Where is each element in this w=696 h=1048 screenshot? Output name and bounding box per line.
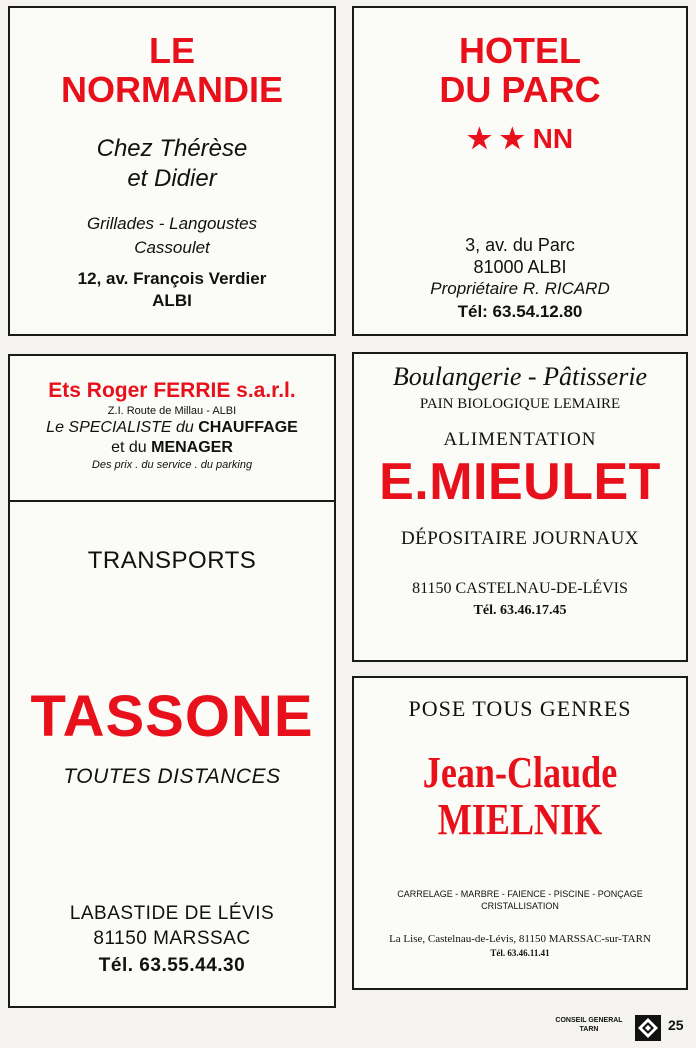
footer-organization	[548, 1016, 630, 1034]
ad-specialty	[10, 418, 334, 438]
ad-owner: Propriétaire R. RICARD	[430, 279, 610, 298]
ad-dishes-line2: Cassoulet	[134, 238, 210, 257]
conseil-general-logo-icon	[634, 1014, 662, 1042]
ad-title-line1: HOTEL	[459, 30, 581, 71]
ad-address: La Lise, Castelnau-de-Lévis, 81150 MARSSAC-sur-TARN	[389, 933, 651, 945]
ad-menager-prefix: et du	[111, 439, 152, 456]
ad-city: ALBI	[152, 291, 192, 310]
ad-service: DÉPOSITAIRE JOURNAUX	[400, 528, 640, 549]
ad-jean-claude-mielnik	[352, 676, 688, 990]
footer-org-line1: CONSEIL GENERAL	[555, 1017, 623, 1024]
page-number: 25	[668, 1017, 684, 1033]
ad-hosts-line2: et Didier	[127, 165, 217, 192]
ad-phone: Tél. 63.46.11.41	[490, 948, 550, 958]
ad-hotel-du-parc	[352, 6, 688, 336]
ad-zip-city: 81150 MARSSAC	[93, 928, 251, 949]
ad-specialty-prefix: Le SPECIALISTE du	[46, 419, 199, 436]
ad-zip-city: 81150 CASTELNAU-DE-LÉVIS	[412, 580, 628, 597]
ad-dishes-line1: Grillades - Langoustes	[86, 214, 258, 233]
ad-specialty-bold: CHAUFFAGE	[198, 419, 298, 436]
ad-zone: Z.I. Route de Millau - ALBI	[107, 405, 237, 417]
ad-town: LABASTIDE DE LÉVIS	[69, 903, 275, 924]
ad-menager	[10, 438, 334, 458]
ad-header: TRANSPORTS	[87, 547, 257, 574]
ad-title-line2: NORMANDIE	[61, 69, 283, 110]
ad-phone: Tél. 63.55.44.30	[98, 955, 246, 976]
ad-le-normandie	[8, 6, 336, 336]
footer-org-line2: TARN	[579, 1026, 599, 1033]
ad-hosts-line1: Chez Thérèse	[96, 135, 248, 162]
page-footer	[548, 1014, 692, 1044]
ad-category: ALIMENTATION	[443, 429, 597, 450]
ad-name-line1: Jean-Claude	[422, 748, 618, 797]
ad-phone: Tél. 63.46.17.45	[473, 603, 567, 618]
ad-menager-bold: MENAGER	[151, 439, 233, 456]
ad-zip-city: 81000 ALBI	[473, 257, 567, 277]
ad-services-line2: CRISTALLISATION	[481, 901, 559, 911]
ad-address: 12, av. François Verdier	[77, 269, 267, 288]
ad-name: TASSONE	[30, 684, 314, 749]
ad-slogan: Des prix . du service . du parking	[91, 459, 253, 471]
ad-transports-tassone	[8, 500, 336, 1008]
ad-title-line2: DU PARC	[439, 69, 601, 110]
ad-name-line2: MIELNIK	[437, 795, 603, 844]
ad-tagline: TOUTES DISTANCES	[63, 765, 281, 788]
star-rating: ★ ★ NN	[466, 123, 574, 154]
ad-title: Ets Roger FERRIE s.a.r.l.	[48, 379, 296, 402]
ad-services-line1: CARRELAGE - MARBRE - FAIENCE - PISCINE - PONÇAGE	[397, 889, 643, 899]
ad-subheader: PAIN BIOLOGIQUE LEMAIRE	[419, 396, 621, 412]
ad-ets-roger-ferrie	[8, 354, 336, 502]
ad-title-line1: LE	[148, 30, 195, 71]
ad-e-mieulet	[352, 352, 688, 662]
ad-name: E.MIEULET	[379, 453, 661, 511]
ad-address: 3, av. du Parc	[465, 235, 575, 255]
ad-header: POSE TOUS GENRES	[408, 696, 632, 721]
ad-header: Boulangerie - Pâtisserie	[392, 362, 648, 391]
ad-phone: Tél: 63.54.12.80	[457, 302, 583, 321]
